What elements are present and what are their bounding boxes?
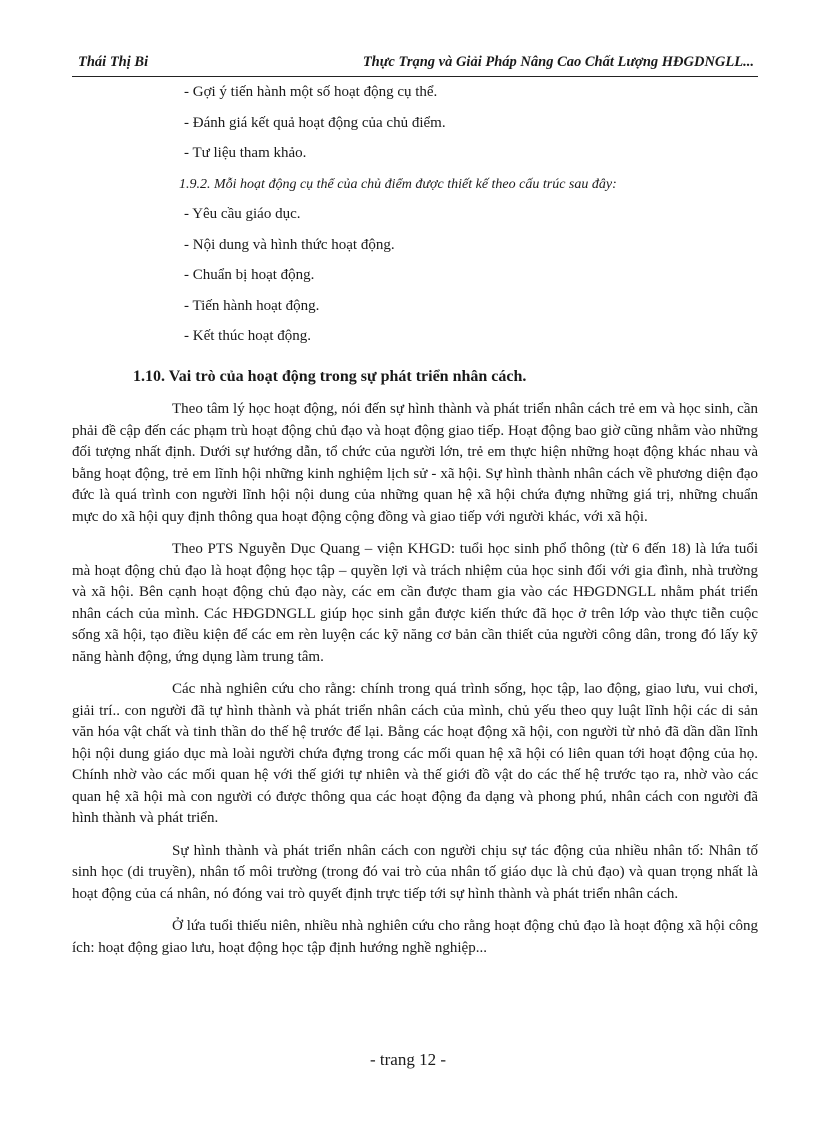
header-author: Thái Thị Bi bbox=[78, 54, 149, 70]
list-item: - Nội dung và hình thức hoạt động. bbox=[184, 236, 395, 253]
list-item: - Yêu cầu giáo dục. bbox=[184, 206, 301, 222]
list-item: - Tư liệu tham khảo. bbox=[184, 145, 307, 161]
subsection-heading: 1.9.2. Mỗi hoạt động cụ thể của chủ điểm được thiết kế theo cấu trúc sau đây: bbox=[179, 176, 617, 192]
paragraph: Ở lứa tuổi thiếu niên, nhiều nhà nghiên cứu cho rằng hoạt động chủ đạo là hoạt động xã hội công ích: hoạt động giao lưu, hoạt động học tập định hướng nghề nghiệp... bbox=[72, 918, 758, 956]
paragraph: Theo PTS Nguyễn Dục Quang – viện KHGD: tuổi học sinh phổ thông (từ 6 đến 18) là lứa tuổi mà hoạt động chủ đạo là hoạt động học tập – quyền lợi và trách nhiệm của học sinh đối với gia đình, nhà trường và xã hội. Bên cạnh hoạt động chủ đạo này, các em cần được tham gia vào các HĐGDNGLL nhằm phát triển nhân cách của mình. Các HĐGDNGLL giúp học sinh gắn được kiến thức đã học ở trên lớp vào thực tiễn cuộc sống xã hội, tạo điều kiện để các em rèn luyện các kỹ năng cơ bản cần thiết của người công dân, trong đó lấy kỹ năng hành động, ứng dụng làm trung tâm. bbox=[72, 541, 758, 665]
header-title: Thực Trạng và Giải Pháp Nâng Cao Chất Lượng HĐGDNGLL... bbox=[362, 54, 754, 70]
list-item: - Đánh giá kết quả hoạt động của chủ điểm. bbox=[184, 114, 446, 131]
page-header bbox=[72, 50, 758, 74]
paragraph: Các nhà nghiên cứu cho rằng: chính trong quá trình sống, học tập, lao động, giao lưu, vui chơi, giải trí.. con người đã tự hình thành và phát triển nhân cách của mình, chủ yếu theo quy luật lĩnh hội các di sản văn hóa vật chất và tinh thần do thế hệ trước để lại. Bằng các hoạt động xã hội, con người từ nhỏ đã dần dần lĩnh hội nội dung giáo dục mà loài người chứa đựng trong các mối quan hệ xã hội có liên quan tới hoạt động của họ. Chính nhờ vào các mối quan hệ với thế giới tự nhiên và thế giới đồ vật do các thế hệ trước tạo ra, nhờ vào các quan hệ xã hội mà con người có được thông qua các hoạt động đa dạng và phong phú, nhân cách con người đã hình thành và phát triển. bbox=[72, 681, 758, 826]
paragraph: Sự hình thành và phát triển nhân cách con người chịu sự tác động của nhiều nhân tố: Nhân tố sinh học (di truyền), nhân tố môi trường (trong đó vai trò của nhân tố giáo dục là chủ đạo) và quan trọng nhất là hoạt động của cá nhân, nó đóng vai trò quyết định trực tiếp tới sự hình thành và phát triển nhân cách. bbox=[72, 842, 758, 902]
page-number: - trang 12 - bbox=[369, 1050, 446, 1069]
page-body bbox=[72, 82, 758, 970]
list-item: - Gợi ý tiến hành một số hoạt động cụ thể. bbox=[184, 84, 438, 100]
header-divider bbox=[72, 76, 758, 77]
paragraph: Theo tâm lý học hoạt động, nói đến sự hình thành và phát triển nhân cách trẻ em và học sinh, cần phải đề cập đến các phạm trù hoạt động chủ đạo và hoạt động giao tiếp. Hoạt động bao giờ cũng nhằm vào những đối tượng nhất định. Dưới sự hướng dẫn, tổ chức của người lớn, trẻ em thực hiện những hoạt động khác nhau và bằng hoạt động, trẻ em lĩnh hội những kinh nghiệm lịch sử - xã hội. Sự hình thành nhân cách về phương diện đạo đức là quá trình con người lĩnh hội nội dung của những quan hệ xã hội chứa đựng những giá trị, những chuẩn mực do xã hội quy định thông qua hoạt động cộng đồng và giao tiếp với người khác, với xã hội. bbox=[72, 401, 758, 525]
list-item: - Tiến hành hoạt động. bbox=[184, 297, 320, 314]
list-item: - Chuẩn bị hoạt động. bbox=[184, 267, 315, 283]
list-item: - Kết thúc hoạt động. bbox=[184, 328, 312, 344]
section-heading: 1.10. Vai trò của hoạt động trong sự phát triển nhân cách. bbox=[133, 367, 527, 385]
